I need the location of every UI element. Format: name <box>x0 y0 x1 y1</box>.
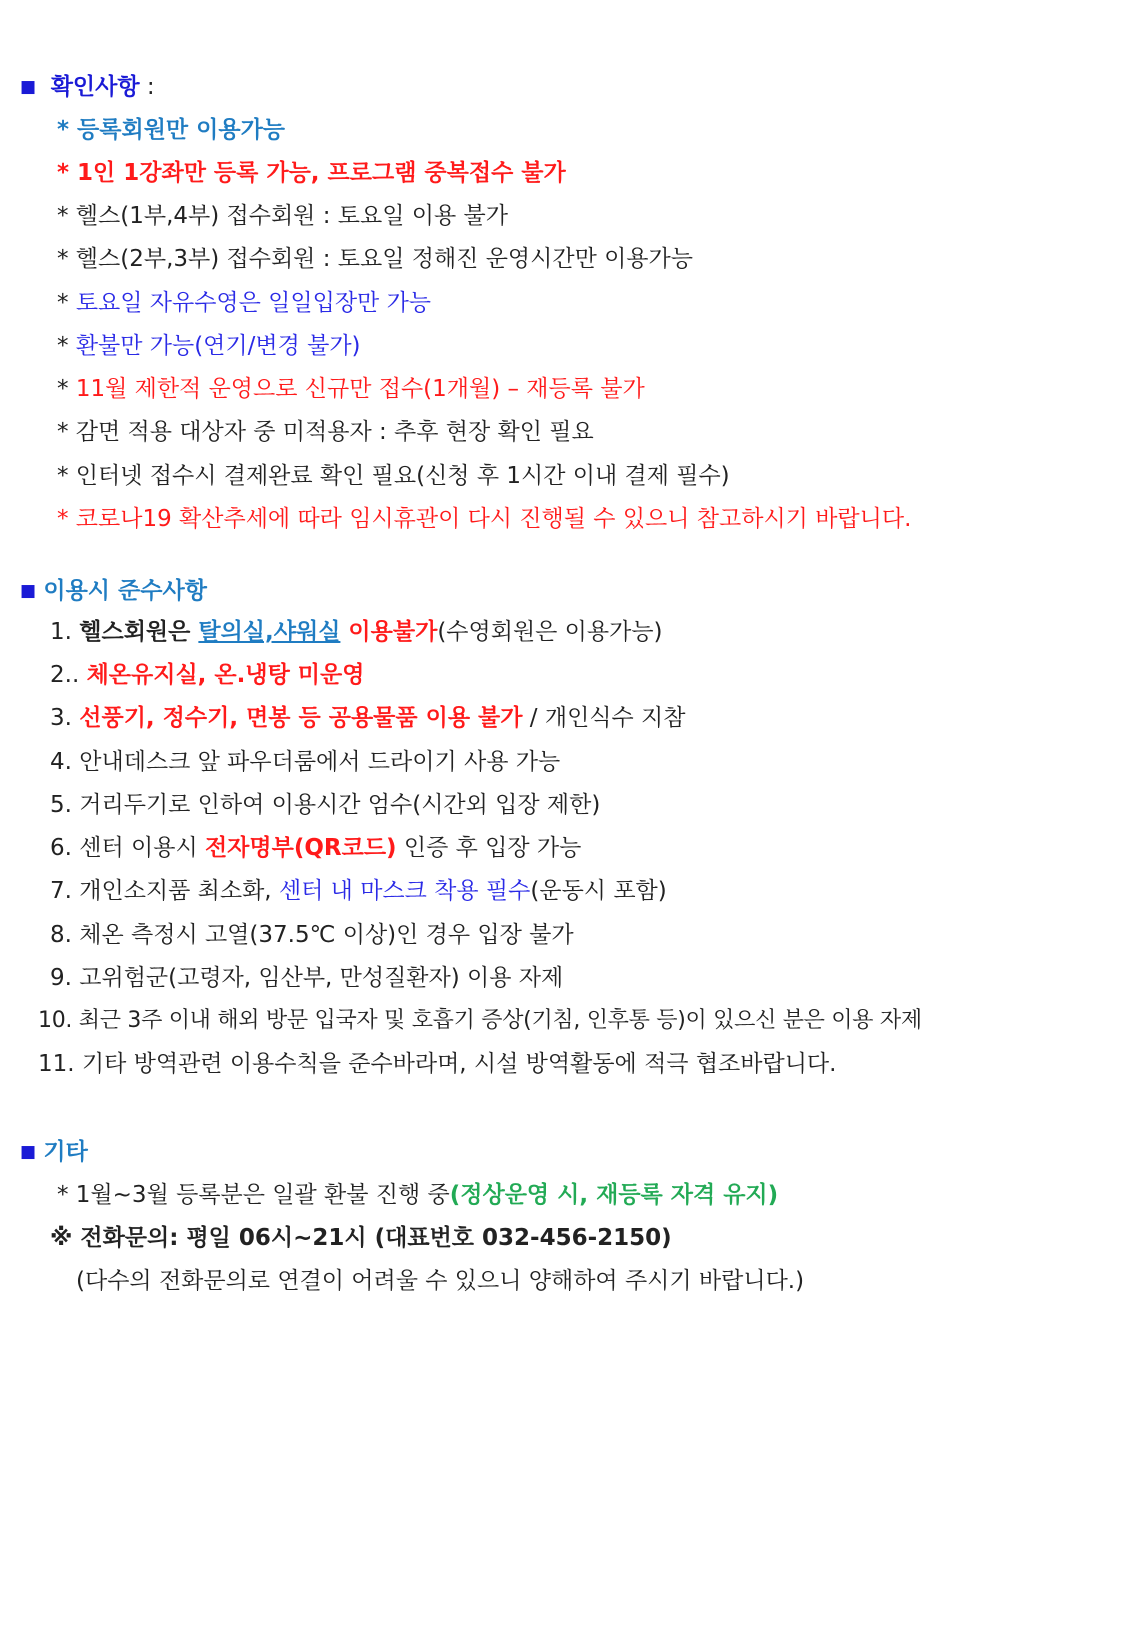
confirm-item-one-class: * 1인 1강좌만 등록 가능, 프로그램 중복접수 불가 <box>57 160 566 186</box>
rule-text: 6. 센터 이용시 <box>50 835 205 861</box>
star-marker: * <box>57 376 76 402</box>
rule-number: 3. <box>50 705 80 731</box>
confirm-item-health-1-4: * 헬스(1부,4부) 접수회원 : 토요일 이용 불가 <box>57 203 508 229</box>
rule-text-red: 전자명부(QR코드) <box>204 835 397 861</box>
rule-text-red: 선풍기, 정수기, 면봉 등 공용물품 이용 불가 <box>79 705 523 731</box>
item-text: 토요일 자유수영은 일일입장만 가능 <box>75 290 432 316</box>
rule-text: (운동시 포함) <box>530 878 667 904</box>
rule-text: (수영회원은 이용가능) <box>437 619 663 645</box>
rule-text-strong: 헬스회원은 <box>79 619 199 645</box>
rule-text-blue: 센터 내 마스크 착용 필수 <box>278 878 531 904</box>
phone-note: (다수의 전화문의로 연결이 어려울 수 있으니 양해하여 주시기 바랍니다.) <box>76 1268 805 1294</box>
rule-number: 2.. <box>50 662 87 688</box>
confirm-item-refund-only <box>57 331 361 361</box>
rule-item-2 <box>50 660 364 690</box>
section-title: 이용시 준수사항 <box>43 578 207 604</box>
confirm-item-internet-payment: * 인터넷 접수시 결제완료 확인 필요(신청 후 1시간 이내 결제 필수) <box>57 463 730 489</box>
rule-text-red: 체온유지실, 온.냉탕 미운영 <box>86 662 365 688</box>
section-etc-heading <box>20 1137 88 1167</box>
star-marker: * <box>57 290 76 316</box>
rule-item-7 <box>50 876 667 906</box>
square-bullet-icon: ■ <box>20 1142 37 1162</box>
rule-text-underlined: 탈의실,샤워실 <box>198 619 341 645</box>
etc-text: * 1월~3월 등록분은 일괄 환불 진행 중 <box>57 1182 450 1208</box>
confirm-item-november <box>57 374 645 404</box>
section-title: 확인사항 <box>50 74 140 100</box>
rule-text: / 개인식수 지참 <box>522 705 686 731</box>
section-colon: : <box>139 74 155 100</box>
confirm-item-registered-only: * 등록회원만 이용가능 <box>57 117 286 143</box>
etc-text-green: (정상운영 시, 재등록 자격 유지) <box>449 1182 779 1208</box>
rule-item-9: 9. 고위험군(고령자, 임산부, 만성질환자) 이용 자제 <box>50 965 564 991</box>
item-text: 11월 제한적 운영으로 신규만 접수(1개월) – 재등록 불가 <box>75 376 645 402</box>
square-bullet-icon: ■ <box>20 581 37 601</box>
section-rules-heading <box>20 576 207 606</box>
rule-item-1 <box>50 617 663 647</box>
section-title: 기타 <box>43 1139 88 1165</box>
section-confirm-heading <box>20 72 155 102</box>
confirm-item-discount: * 감면 적용 대상자 중 미적용자 : 추후 현장 확인 필요 <box>57 419 594 445</box>
star-marker: * <box>57 333 76 359</box>
rule-text: 7. 개인소지품 최소화, <box>50 878 279 904</box>
rule-item-11: 11. 기타 방역관련 이용수칙을 준수바라며, 시설 방역활동에 적극 협조바랍니다. <box>38 1051 837 1077</box>
phone-inquiry: ※ 전화문의: 평일 06시~21시 (대표번호 032-456-2150) <box>50 1225 672 1251</box>
rule-text: 인증 후 입장 가능 <box>396 835 582 861</box>
etc-item-refund <box>57 1180 778 1210</box>
confirm-item-health-2-3: * 헬스(2부,3부) 접수회원 : 토요일 정해진 운영시간만 이용가능 <box>57 246 693 272</box>
confirm-item-covid-closure: * 코로나19 확산추세에 따라 임시휴관이 다시 진행될 수 있으니 참고하시기 바랍니다. <box>57 506 912 532</box>
rule-number: 1. <box>50 619 80 645</box>
confirm-item-saturday-swim <box>57 288 431 318</box>
rule-text-red: 이용불가 <box>340 619 438 645</box>
square-bullet-icon: ■ <box>20 77 37 97</box>
rule-item-5: 5. 거리두기로 인하여 이용시간 엄수(시간외 입장 제한) <box>50 792 601 818</box>
rule-item-4: 4. 안내데스크 앞 파우더룸에서 드라이기 사용 가능 <box>50 749 561 775</box>
rule-item-8: 8. 체온 측정시 고열(37.5℃ 이상)인 경우 입장 불가 <box>50 922 574 948</box>
rule-item-6 <box>50 833 581 863</box>
rule-item-10: 10. 최근 3주 이내 해외 방문 입국자 및 호흡기 증상(기침, 인후통 등)이 있으신 분은 이용 자제 <box>38 1008 922 1033</box>
rule-item-3 <box>50 703 686 733</box>
item-text: 환불만 가능(연기/변경 불가) <box>75 333 361 359</box>
